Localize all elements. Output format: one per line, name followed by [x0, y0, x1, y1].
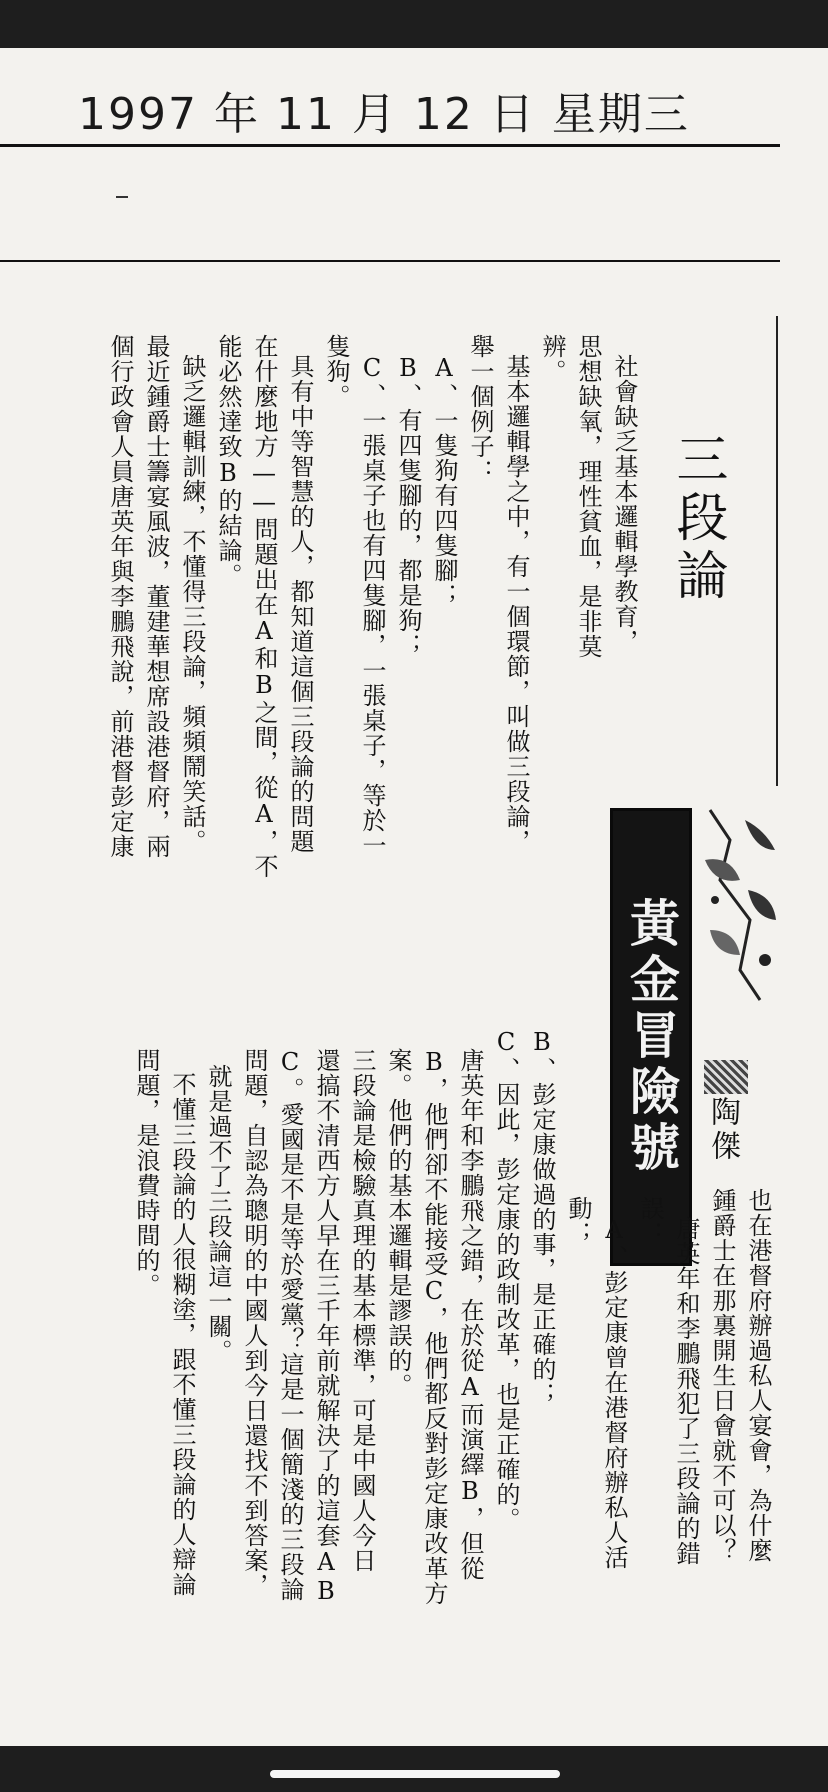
text-column: B、有四隻腳的，都是狗；	[394, 354, 422, 658]
text-column: 辨。	[538, 334, 566, 384]
title-rule	[776, 316, 778, 786]
home-indicator[interactable]	[270, 1770, 560, 1778]
text-column: C。愛國是不是等於愛黨？這是一個簡淺的三段論	[276, 1048, 304, 1602]
text-column: 動；	[564, 1196, 592, 1246]
text-column: C、一張桌子也有四隻腳，一張桌子，等於一	[358, 354, 386, 858]
text-column: 個行政會人員唐英年與李鵬飛說，前港督彭定康	[106, 334, 134, 859]
text-column: B，他們卻不能接受C，他們都反對彭定康改革方	[420, 1048, 448, 1606]
section-divider	[0, 260, 780, 262]
text-column: 具有中等智慧的人，都知道這個三段論的問題	[286, 354, 314, 854]
text-column: 缺乏邏輯訓練，不懂得三段論，頻頻鬧笑話。	[178, 354, 206, 854]
text-column: B、彭定康做過的事，是正確的；	[528, 1028, 556, 1407]
text-column: 最近鍾爵士籌宴風波，董建華想席設港督府，兩	[142, 334, 170, 859]
text-column: 也在港督府辦過私人宴會，為什麼	[744, 1188, 772, 1563]
text-column: 問題，是浪費時間的。	[132, 1048, 160, 1298]
bottom-bar	[0, 1746, 828, 1792]
text-column: A、一隻狗有四隻腳；	[430, 354, 458, 608]
newspaper-clipping	[0, 48, 828, 1746]
text-column: 不懂三段論的人很糊塗，跟不懂三段論的人辯論	[168, 1072, 196, 1597]
flower-ornament-icon	[690, 800, 786, 1010]
text-column: 還搞不清西方人早在三千年前就解決了的這套AB	[312, 1048, 340, 1606]
text-column: 誤：	[636, 1196, 664, 1246]
author-name: 陶傑	[705, 1096, 740, 1164]
text-column: 唐英年和李鵬飛之錯，在於從A而演繹B，但從	[456, 1048, 484, 1581]
text-column: 三段論是檢驗真理的基本標準，可是中國人今日	[348, 1048, 376, 1573]
top-divider	[0, 144, 780, 147]
margin-tick	[116, 196, 128, 198]
text-column: 在什麼地方——問題出在A和B之間，從A，不	[250, 334, 278, 879]
text-column: 問題，自認為聰明的中國人到今日還找不到答案，	[240, 1048, 268, 1598]
text-column: 唐英年和李鵬飛犯了三段論的錯	[672, 1216, 700, 1566]
text-column: 鍾爵士在那裏開生日會就不可以？	[708, 1188, 736, 1563]
text-column: 隻狗。	[322, 334, 350, 409]
text-column: C、因此，彭定康的政制改革，也是正確的。	[492, 1028, 520, 1532]
author-seal-icon	[704, 1060, 748, 1094]
date-header: 1997 年 11 月 12 日 星期三	[78, 89, 690, 140]
article-title: 三段論	[667, 432, 727, 606]
text-column: 案。他們的基本邏輯是謬誤的。	[384, 1048, 412, 1398]
text-column: 社會缺乏基本邏輯學教育，	[610, 354, 638, 654]
text-column: 能必然達致B的結論。	[214, 334, 242, 588]
text-column: 舉一個例子：	[466, 334, 494, 484]
text-column: 基本邏輯學之中，有一個環節，叫做三段論，	[502, 354, 530, 854]
text-column: 思想缺氧，理性貧血，是非莫	[574, 334, 602, 659]
column-name: 黃金冒險號	[622, 897, 680, 1177]
text-column: A、彭定康曾在港督府辦私人活	[600, 1216, 628, 1570]
text-column: 就是過不了三段論這一關。	[204, 1064, 232, 1364]
